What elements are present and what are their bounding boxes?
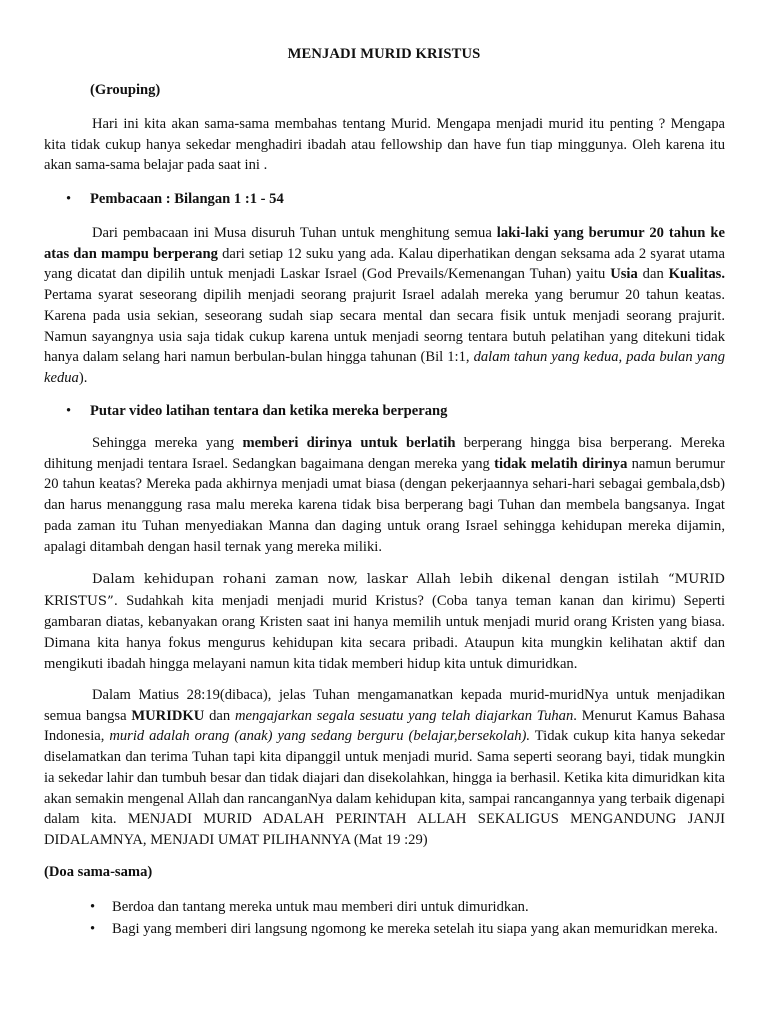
list-item: • Bagi yang memberi diri langsung ngomong ke mereka setelah itu siapa yang akan memuridkan mereka.: [90, 919, 725, 940]
paragraph-reading: Dari pembacaan ini Musa disuruh Tuhan untuk menghitung semua laki-laki yang berumur 20 tahun ke atas dan mampu berperang dari setiap 12 suku yang ada. Kalau diperhatikan dengan seksama ada 2 syarat utama yang dicatat dan dipilih untuk menjadi Laskar Israel (God Prevails/Kemenangan Tuhan) yaitu Usia dan Kualitas. Pertama syarat seseorang dipilih menjadi seorang prajurit Israel adalah mereka yang berumur 20 tahun keatas. Karena pada usia sekian, seseorang sudah siap secara mental dan secara fisik untuk menjadi seorang prajurit. Namun sayangnya usia saja tidak cukup karena untuk menjadi seorng tentara butuh pelatihan yang ditekuni tidak hanya dalam selang hari namun berbulan-bulan hingga tahunan (Bil 1:1, dalam tahun yang kedua, pada bulan yang kedua).: [44, 225, 726, 386]
video-text: Putar video latihan tentara dan ketika mereka berperang: [90, 403, 448, 419]
bullet-icon: •: [66, 191, 72, 207]
bullet-icon: •: [66, 403, 72, 419]
page-title: MENJADI MURID KRISTUS: [287, 46, 481, 62]
intro-paragraph: Hari ini kita akan sama-sama membahas tentang Murid. Mengapa menjadi murid itu penting ? Mengapa kita tidak cukup hanya sekedar menghadiri ibadah atau fellowship dan have fun tiap minggunya. Oleh karena itu akan sama-sama belajar pada saat ini .: [44, 116, 725, 174]
grouping-label: (Grouping): [90, 82, 161, 98]
bullet-icon: •: [90, 920, 96, 937]
closing-list: [90, 897, 725, 940]
list-item: • Berdoa dan tantang mereka untuk mau memberi diri untuk dimuridkan.: [90, 897, 725, 918]
prayer-label: (Doa sama-sama): [44, 864, 153, 880]
reading-text: Pembacaan : Bilangan 1 :1 - 54: [90, 191, 284, 207]
bullet-video: [66, 401, 726, 422]
paragraph-spiritual: Dalam kehidupan rohani zaman now, laskar Allah lebih dikenal dengan istilah “MURID KRISTUS”. Sudahkah kita menjadi menjadi murid Kristus? (Coba tanya teman kanan dan kirimu) Seperti gambaran diatas, kebanyakan orang Kristen saat ini hanya memilih untuk menjadi murid orang Kristen yang biasa. Dimana kita hanya fokus mengurus kehidupan kita secara pribadi. Ataupun kita mungkin kelihatan aktif dan mengikuti ibadah hingga melayani namun kita tidak memberi hidup kita untuk dimuridkan.: [44, 572, 725, 672]
bullet-reading: [66, 189, 726, 210]
paragraph-training: Sehingga mereka yang memberi dirinya untuk berlatih berperang hingga bisa berperang. Mereka dihitung menjadi tentara Israel. Sedangkan bagaimana dengan mereka yang tidak melatih dirinya namun berumur 20 tahun keatas? Mereka pada akhirnya menjadi umat biasa (dengan pekerjaannya sehari-hari sebagai gembala,dsb) dan harus menanggung rasa malu mereka karena tidak bisa berperang bagi Tuhan dan membela bangsanya. Ingat pada zaman itu Tuhan menyediakan Manna dan daging untuk orang Israel sehingga kehidupan mereka dijamin, apalagi ditambah dengan hasil ternak yang mereka miliki.: [44, 435, 725, 555]
paragraph-matthew: Dalam Matius 28:19(dibaca), jelas Tuhan mengamanatkan kepada murid-muridNya untuk menjadikan semua bangsa MURIDKU dan mengajarkan segala sesuatu yang telah diajarkan Tuhan. Menurut Kamus Bahasa Indonesia, murid adalah orang (anak) yang sedang berguru (belajar,bersekolah). Tidak cukup kita hanya sekedar diselamatkan dan terima Tuhan tapi kita dipanggil untuk menjadi murid. Sama seperti seorang bayi, tidak mungkin ia sekedar lahir dan tumbuh besar dan tidak diajari dan disekolahkan, hingga ia berhasil. Ketika kita dimuridkan kita akan semakin mengenal Allah dan rancanganNya dalam kehidupan kita, sampai rancangannya yang terbaik digenapi dalam kita. MENJADI MURID ADALAH PERINTAH ALLAH SEKALIGUS MENGANDUNG JANJI DIDALAMNYA, MENJADI UMAT PILIHANNYA (Mat 19 :29): [44, 687, 725, 848]
bullet-icon: •: [90, 899, 96, 915]
